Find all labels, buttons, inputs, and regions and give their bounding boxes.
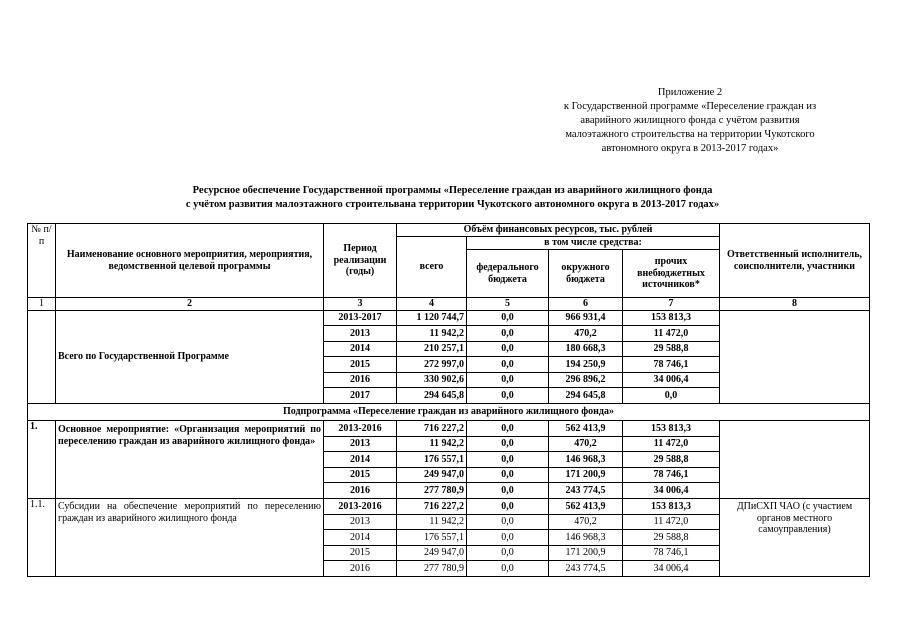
other-cell: 29 588,8 <box>623 452 720 468</box>
header-other: прочих внебюджетных источников* <box>623 250 720 298</box>
federal-cell: 0,0 <box>467 561 549 577</box>
header-name: Наименование основного мероприятия, мероприятия, ведомственной целевой программы <box>56 224 324 298</box>
total-cell: 277 780,9 <box>397 561 467 577</box>
total-cell: 11 942,2 <box>397 514 467 530</box>
total-cell: 277 780,9 <box>397 483 467 499</box>
federal-cell: 0,0 <box>467 452 549 468</box>
district-cell: 966 931,4 <box>549 310 623 326</box>
appendix-line: к Государственной программе «Переселение граждан из <box>563 101 817 112</box>
other-cell: 153 813,3 <box>623 499 720 515</box>
document-title <box>0 184 905 212</box>
other-cell: 78 746,1 <box>623 467 720 483</box>
other-cell: 0,0 <box>623 388 720 404</box>
total-cell: 249 947,0 <box>397 545 467 561</box>
sub-event-label: Субсидии на обеспечение мероприятий по переселению граждан из аварийного жилищного фонда <box>56 499 324 577</box>
main-event-label: Основное мероприятие: «Организация мероприятий по переселению граждан из аварийного жилищного фонда» <box>56 421 324 499</box>
appendix-line: автономного округа в 2013-2017 годах» <box>601 143 779 154</box>
responsible-cell <box>720 421 870 499</box>
colnum: 8 <box>720 298 870 311</box>
colnum: 3 <box>324 298 397 311</box>
appendix-line: аварийного жилищного фонда с учётом развития <box>580 115 800 126</box>
federal-cell: 0,0 <box>467 467 549 483</box>
district-cell: 180 668,3 <box>549 341 623 357</box>
federal-cell: 0,0 <box>467 436 549 452</box>
header-responsible: Ответственный исполнитель, соисполнители, участники <box>720 224 870 298</box>
other-cell: 34 006,4 <box>623 372 720 388</box>
period-cell: 2017 <box>324 388 397 404</box>
other-cell: 153 813,3 <box>623 421 720 437</box>
header-district: окружного бюджета <box>549 250 623 298</box>
table-row <box>28 499 870 515</box>
district-cell: 171 200,9 <box>549 545 623 561</box>
total-cell: 1 120 744,7 <box>397 310 467 326</box>
federal-cell: 0,0 <box>467 372 549 388</box>
appendix-line: Приложение 2 <box>657 87 723 98</box>
district-cell: 470,2 <box>549 514 623 530</box>
total-cell: 176 557,1 <box>397 530 467 546</box>
subprogram-row <box>28 404 870 421</box>
period-cell: 2013 <box>324 326 397 342</box>
other-cell: 78 746,1 <box>623 545 720 561</box>
period-cell: 2015 <box>324 357 397 373</box>
period-cell: 2014 <box>324 341 397 357</box>
colnum: 7 <box>623 298 720 311</box>
period-cell: 2013-2017 <box>324 310 397 326</box>
total-label: Всего по Государственной Программе <box>56 310 324 404</box>
period-cell: 2015 <box>324 545 397 561</box>
period-cell: 2016 <box>324 483 397 499</box>
total-cell: 249 947,0 <box>397 467 467 483</box>
federal-cell: 0,0 <box>467 514 549 530</box>
period-cell: 2013-2016 <box>324 421 397 437</box>
total-cell: 11 942,2 <box>397 436 467 452</box>
other-cell: 11 472,0 <box>623 514 720 530</box>
appendix-note <box>470 86 905 156</box>
num-cell: 1.1. <box>28 499 56 577</box>
colnum: 1 <box>28 298 56 311</box>
total-cell: 11 942,2 <box>397 326 467 342</box>
title-line-1: Ресурсное обеспечение Государственной программы «Переселение граждан из аварийного жилищного фонда <box>192 185 713 196</box>
other-cell: 11 472,0 <box>623 326 720 342</box>
period-cell: 2014 <box>324 452 397 468</box>
total-cell: 210 257,1 <box>397 341 467 357</box>
period-cell: 2014 <box>324 530 397 546</box>
num-cell <box>28 310 56 404</box>
total-cell: 272 997,0 <box>397 357 467 373</box>
district-cell: 562 413,9 <box>549 421 623 437</box>
header-num: № п/п <box>28 224 56 298</box>
other-cell: 29 588,8 <box>623 341 720 357</box>
header-row <box>28 224 870 237</box>
other-cell: 34 006,4 <box>623 561 720 577</box>
total-cell: 176 557,1 <box>397 452 467 468</box>
header-volume: Объём финансовых ресурсов, тыс. рублей <box>397 224 720 237</box>
district-cell: 243 774,5 <box>549 483 623 499</box>
period-cell: 2013-2016 <box>324 499 397 515</box>
federal-cell: 0,0 <box>467 310 549 326</box>
colnum: 4 <box>397 298 467 311</box>
total-cell: 330 902,6 <box>397 372 467 388</box>
appendix-line: малоэтажного строительства на территории Чукотского <box>565 129 815 140</box>
district-cell: 243 774,5 <box>549 561 623 577</box>
other-cell: 78 746,1 <box>623 357 720 373</box>
federal-cell: 0,0 <box>467 530 549 546</box>
district-cell: 294 645,8 <box>549 388 623 404</box>
federal-cell: 0,0 <box>467 483 549 499</box>
federal-cell: 0,0 <box>467 357 549 373</box>
district-cell: 562 413,9 <box>549 499 623 515</box>
title-line-2: с учётом развития малоэтажного строительвана территории Чукотского автономного округа в 2013-2017 годах» <box>185 199 720 210</box>
period-cell: 2016 <box>324 561 397 577</box>
column-number-row <box>28 298 870 311</box>
other-cell: 153 813,3 <box>623 310 720 326</box>
period-cell: 2013 <box>324 514 397 530</box>
resource-table <box>27 223 870 577</box>
subprogram-label: Подпрограмма «Переселение граждан из аварийного жилищного фонда» <box>28 404 870 421</box>
federal-cell: 0,0 <box>467 388 549 404</box>
table-row <box>28 310 870 326</box>
colnum: 5 <box>467 298 549 311</box>
total-cell: 294 645,8 <box>397 388 467 404</box>
period-cell: 2015 <box>324 467 397 483</box>
federal-cell: 0,0 <box>467 421 549 437</box>
period-cell: 2013 <box>324 436 397 452</box>
district-cell: 194 250,9 <box>549 357 623 373</box>
other-cell: 11 472,0 <box>623 436 720 452</box>
federal-cell: 0,0 <box>467 499 549 515</box>
total-cell: 716 227,2 <box>397 421 467 437</box>
header-including: в том числе средства: <box>467 237 720 250</box>
header-total: всего <box>397 237 467 298</box>
federal-cell: 0,0 <box>467 326 549 342</box>
district-cell: 146 968,3 <box>549 530 623 546</box>
district-cell: 171 200,9 <box>549 467 623 483</box>
header-federal: федерального бюджета <box>467 250 549 298</box>
colnum: 6 <box>549 298 623 311</box>
colnum: 2 <box>56 298 324 311</box>
header-period: Период реализации (годы) <box>324 224 397 298</box>
district-cell: 146 968,3 <box>549 452 623 468</box>
period-cell: 2016 <box>324 372 397 388</box>
federal-cell: 0,0 <box>467 545 549 561</box>
num-cell: 1. <box>28 421 56 499</box>
district-cell: 470,2 <box>549 326 623 342</box>
responsible-cell: ДПиСХП ЧАО (с участием органов местного самоуправления) <box>720 499 870 577</box>
district-cell: 470,2 <box>549 436 623 452</box>
other-cell: 29 588,8 <box>623 530 720 546</box>
total-cell: 716 227,2 <box>397 499 467 515</box>
district-cell: 296 896,2 <box>549 372 623 388</box>
other-cell: 34 006,4 <box>623 483 720 499</box>
responsible-cell <box>720 310 870 404</box>
table-row <box>28 421 870 437</box>
federal-cell: 0,0 <box>467 341 549 357</box>
